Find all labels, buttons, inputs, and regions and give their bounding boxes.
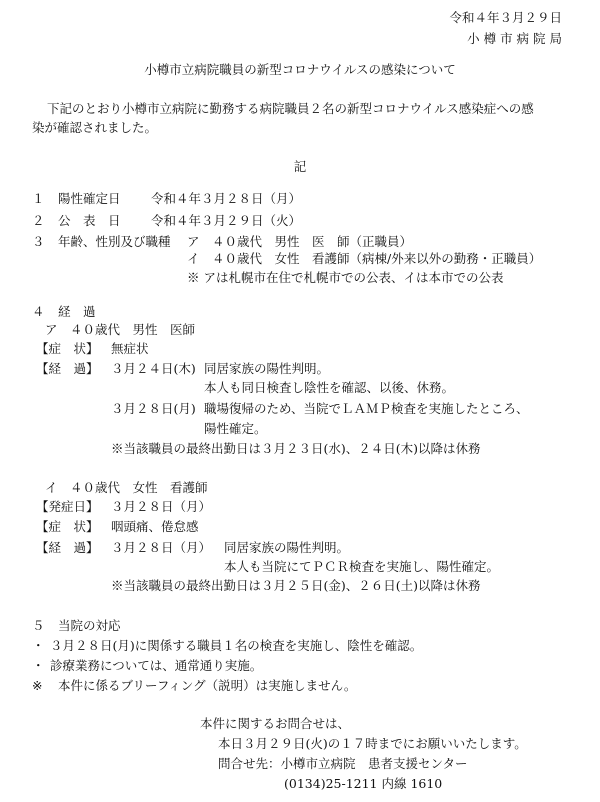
section-1-value: 令和４年３月２８日（月） [151,191,302,206]
response-item-3-mark: ※ [32,678,43,693]
case-a-course-1-text-2: 本人も同日検査し陰性を確認、以後、休務。 [204,380,455,395]
intro-line-2: 染が確認されました。 [32,120,158,135]
ki-heading: 記 [293,159,307,174]
contact-line-2: 本日３月２９日(火)の１７時までにお願いいたします。 [218,736,527,751]
case-i-symptom-label: 【症 状】 [36,519,99,534]
contact-phone: (0134)25-1211 内線 1610 [284,776,443,791]
response-item-1: ３月２８日(月)に関係する職員１名の検査を実施し、陰性を確認。 [50,638,423,653]
case-a-course-2-text: 職場復帰のため、当院でＬＡＭＰ検査を実施したところ、 [204,401,529,416]
case-a-symptom-label: 【症 状】 [36,341,99,356]
case-a-note: ※当該職員の最終出勤日は３月２３日(水)、２４日(木)以降は休務 [111,441,481,456]
issue-date: 令和４年３月２９日 [449,10,562,25]
response-item-2: 診療業務については、通常通り実施。 [50,658,263,673]
section-5-number: ５ [32,618,45,633]
section-3-number: ３ [32,234,45,249]
case-i-onset: ３月２８日（月） [111,499,212,514]
case-i-course-date: ３月２８日（月） [111,540,212,555]
page-title: 小樽市立病院職員の新型コロナウイルスの感染について [144,62,456,77]
section-1-label: 陽性確定日 [58,191,121,206]
case-i-course-text: 同居家族の陽性判明。 [224,540,350,555]
section-2-number: ２ [32,213,45,228]
section-3-note: ※ アは札幌市在住で札幌市での公表、イは本市での公表 [187,270,504,285]
section-2-label: 公 表 日 [58,213,121,228]
case-i-heading: イ ４０歳代 女性 看護師 [45,480,208,495]
case-a-heading: ア ４０歳代 男性 医師 [45,322,196,337]
contact-line-3: 問合せ先：小樽市立病院 患者支援センター [218,756,468,771]
case-i-note: ※当該職員の最終出勤日は３月２５日(金)、２６日(土)以降は休務 [111,578,481,593]
response-item-2-mark: ・ [32,658,45,673]
case-a-course-1-date: ３月２４日(木) [111,361,196,376]
section-3-case-a: ア ４０歳代 男性 医 師（正職員） [187,234,413,249]
intro-line-1: 下記のとおり小樽市立病院に勤務する病院職員２名の新型コロナウイルス感染症への感 [47,101,534,116]
case-i-course-label: 【経 過】 [36,540,99,555]
case-a-course-2-date: ３月２８日(月) [111,401,196,416]
contact-line-1: 本件に関するお問合せは、 [200,716,351,731]
issuer: 小 樽 市 病 院 局 [467,31,562,46]
section-5-label: 当院の対応 [58,618,121,633]
case-i-symptom: 咽頭痛、倦怠感 [111,519,199,534]
case-i-course-text-2: 本人も当院にてＰＣＲ検査を実施し、陽性確定。 [224,559,500,574]
section-2-value: 令和４年３月２９日（火） [151,213,302,228]
case-a-course-1-text: 同居家族の陽性判明。 [204,361,330,376]
case-i-onset-label: 【発症日】 [36,499,99,514]
response-item-3: 本件に係るブリーフィング（説明）は実施しません。 [58,678,357,693]
section-3-label: 年齢、性別及び職種 [58,234,171,249]
section-4-number: ４ [32,304,45,319]
case-a-course-label: 【経 過】 [36,361,99,376]
response-item-1-mark: ・ [32,638,45,653]
section-4-label: 経 過 [58,304,96,319]
section-3-case-i: イ ４０歳代 女性 看護師（病棟/外来以外の勤務・正職員） [187,251,542,266]
case-a-course-2-text-2: 陽性確定。 [204,421,267,436]
case-a-symptom: 無症状 [111,341,149,356]
section-1-number: １ [32,191,45,206]
